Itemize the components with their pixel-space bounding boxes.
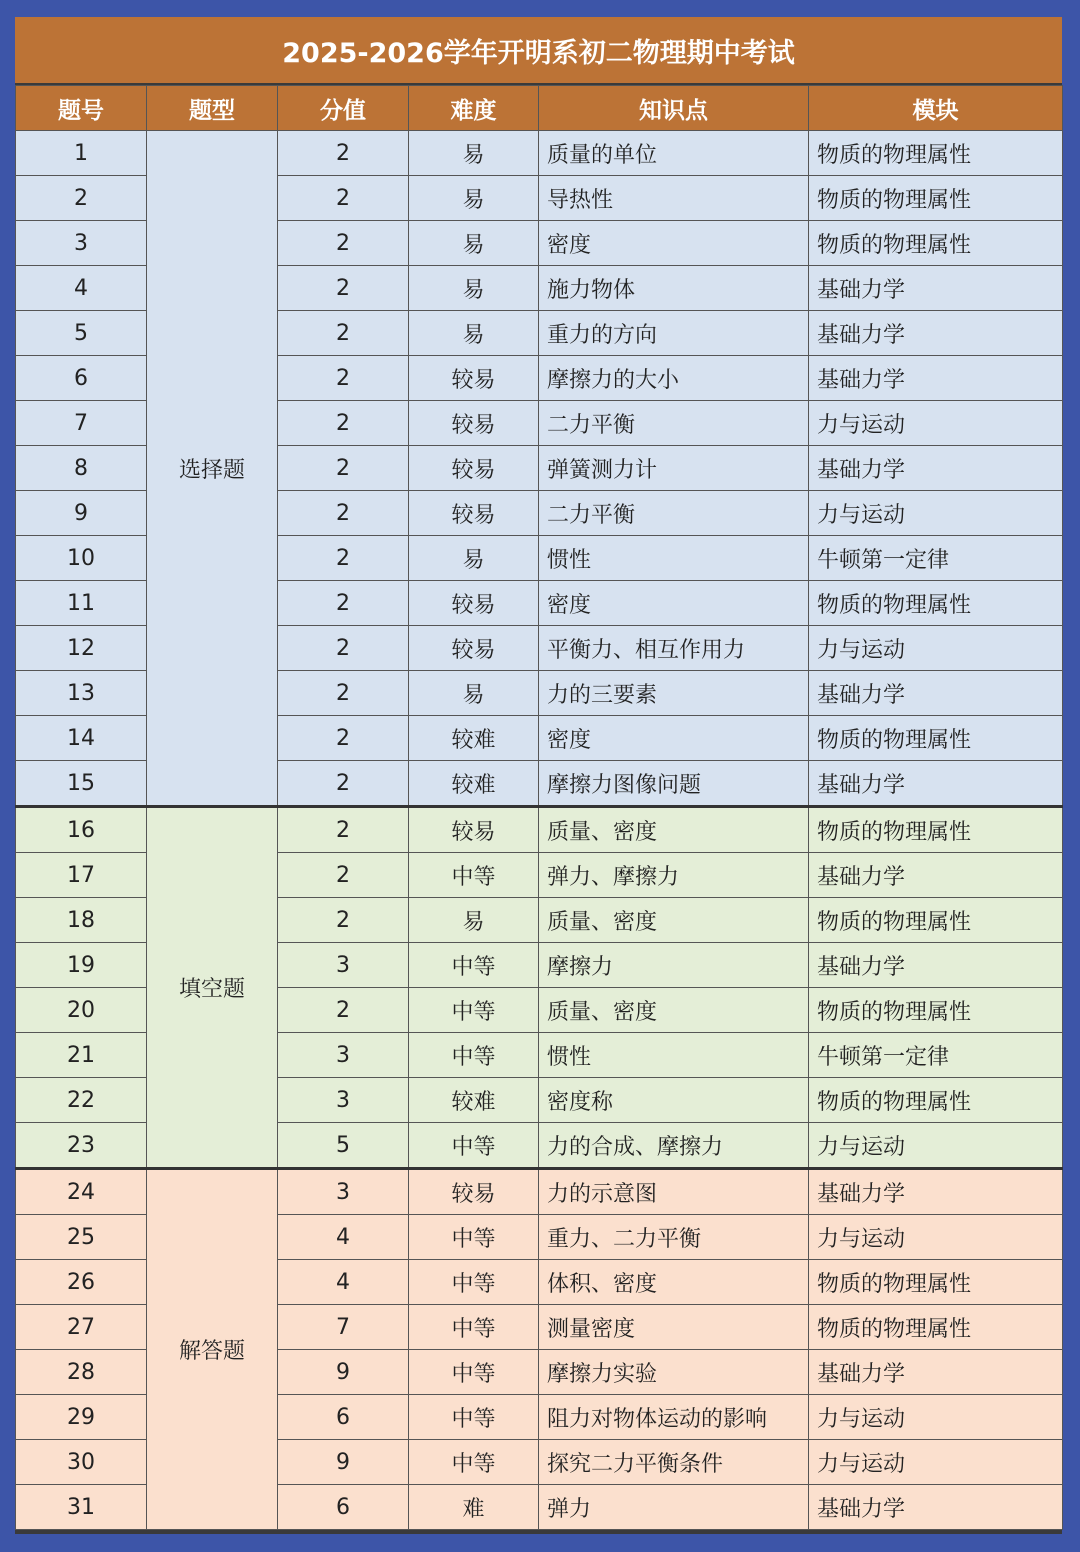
module-cell: 基础力学 xyxy=(809,1169,1063,1215)
question-number-cell: 5 xyxy=(16,311,147,356)
knowledge-point-cell: 质量、密度 xyxy=(539,898,809,943)
score-cell: 7 xyxy=(278,1305,409,1350)
module-cell: 物质的物理属性 xyxy=(809,807,1063,853)
knowledge-point-cell: 探究二力平衡条件 xyxy=(539,1440,809,1485)
difficulty-cell: 中等 xyxy=(409,1215,539,1260)
module-cell: 力与运动 xyxy=(809,491,1063,536)
module-cell: 物质的物理属性 xyxy=(809,581,1063,626)
question-number-cell: 11 xyxy=(16,581,147,626)
knowledge-point-cell: 质量、密度 xyxy=(539,988,809,1033)
score-cell: 2 xyxy=(278,807,409,853)
knowledge-point-cell: 重力、二力平衡 xyxy=(539,1215,809,1260)
knowledge-point-cell: 测量密度 xyxy=(539,1305,809,1350)
question-number-cell: 22 xyxy=(16,1078,147,1123)
module-cell: 基础力学 xyxy=(809,943,1063,988)
difficulty-cell: 易 xyxy=(409,221,539,266)
question-type-cell: 填空题 xyxy=(147,807,278,1169)
table-row xyxy=(16,1169,1063,1215)
score-cell: 3 xyxy=(278,1033,409,1078)
difficulty-cell: 中等 xyxy=(409,1260,539,1305)
score-cell: 2 xyxy=(278,581,409,626)
module-cell: 物质的物理属性 xyxy=(809,716,1063,761)
difficulty-cell: 较易 xyxy=(409,491,539,536)
header-question-type: 题型 xyxy=(147,86,278,131)
module-cell: 物质的物理属性 xyxy=(809,221,1063,266)
knowledge-point-cell: 阻力对物体运动的影响 xyxy=(539,1395,809,1440)
table-body xyxy=(16,131,1063,1530)
table-row xyxy=(16,131,1063,176)
difficulty-cell: 较难 xyxy=(409,761,539,807)
exam-table xyxy=(15,85,1063,1530)
knowledge-point-cell: 平衡力、相互作用力 xyxy=(539,626,809,671)
knowledge-point-cell: 弹力 xyxy=(539,1485,809,1530)
table-title: 2025-2026学年开明系初二物理期中考试 xyxy=(15,17,1062,85)
difficulty-cell: 中等 xyxy=(409,1033,539,1078)
module-cell: 物质的物理属性 xyxy=(809,1078,1063,1123)
difficulty-cell: 易 xyxy=(409,671,539,716)
question-number-cell: 24 xyxy=(16,1169,147,1215)
knowledge-point-cell: 惯性 xyxy=(539,536,809,581)
module-cell: 物质的物理属性 xyxy=(809,898,1063,943)
question-number-cell: 16 xyxy=(16,807,147,853)
module-cell: 物质的物理属性 xyxy=(809,988,1063,1033)
difficulty-cell: 中等 xyxy=(409,988,539,1033)
knowledge-point-cell: 惯性 xyxy=(539,1033,809,1078)
question-type-cell: 选择题 xyxy=(147,131,278,807)
score-cell: 2 xyxy=(278,491,409,536)
score-cell: 6 xyxy=(278,1485,409,1530)
knowledge-point-cell: 质量的单位 xyxy=(539,131,809,176)
difficulty-cell: 中等 xyxy=(409,1395,539,1440)
score-cell: 3 xyxy=(278,1169,409,1215)
knowledge-point-cell: 密度 xyxy=(539,716,809,761)
module-cell: 基础力学 xyxy=(809,356,1063,401)
knowledge-point-cell: 摩擦力 xyxy=(539,943,809,988)
question-number-cell: 13 xyxy=(16,671,147,716)
module-cell: 物质的物理属性 xyxy=(809,1305,1063,1350)
difficulty-cell: 易 xyxy=(409,266,539,311)
score-cell: 2 xyxy=(278,266,409,311)
difficulty-cell: 较易 xyxy=(409,1169,539,1215)
score-cell: 2 xyxy=(278,131,409,176)
module-cell: 基础力学 xyxy=(809,761,1063,807)
difficulty-cell: 中等 xyxy=(409,1350,539,1395)
question-number-cell: 8 xyxy=(16,446,147,491)
score-cell: 2 xyxy=(278,853,409,898)
knowledge-point-cell: 力的示意图 xyxy=(539,1169,809,1215)
question-number-cell: 10 xyxy=(16,536,147,581)
module-cell: 基础力学 xyxy=(809,266,1063,311)
score-cell: 2 xyxy=(278,221,409,266)
knowledge-point-cell: 力的三要素 xyxy=(539,671,809,716)
question-number-cell: 6 xyxy=(16,356,147,401)
difficulty-cell: 中等 xyxy=(409,1123,539,1169)
question-number-cell: 20 xyxy=(16,988,147,1033)
difficulty-cell: 易 xyxy=(409,131,539,176)
difficulty-cell: 易 xyxy=(409,176,539,221)
module-cell: 基础力学 xyxy=(809,311,1063,356)
question-number-cell: 23 xyxy=(16,1123,147,1169)
difficulty-cell: 较难 xyxy=(409,716,539,761)
score-cell: 2 xyxy=(278,311,409,356)
difficulty-cell: 中等 xyxy=(409,1305,539,1350)
module-cell: 力与运动 xyxy=(809,401,1063,446)
question-number-cell: 17 xyxy=(16,853,147,898)
score-cell: 9 xyxy=(278,1440,409,1485)
score-cell: 2 xyxy=(278,626,409,671)
score-cell: 2 xyxy=(278,716,409,761)
score-cell: 2 xyxy=(278,536,409,581)
knowledge-point-cell: 二力平衡 xyxy=(539,491,809,536)
question-number-cell: 15 xyxy=(16,761,147,807)
question-number-cell: 27 xyxy=(16,1305,147,1350)
difficulty-cell: 易 xyxy=(409,898,539,943)
module-cell: 基础力学 xyxy=(809,853,1063,898)
module-cell: 基础力学 xyxy=(809,1485,1063,1530)
score-cell: 2 xyxy=(278,761,409,807)
knowledge-point-cell: 摩擦力的大小 xyxy=(539,356,809,401)
question-number-cell: 14 xyxy=(16,716,147,761)
difficulty-cell: 较易 xyxy=(409,626,539,671)
question-type-cell: 解答题 xyxy=(147,1169,278,1530)
difficulty-cell: 较易 xyxy=(409,401,539,446)
question-number-cell: 9 xyxy=(16,491,147,536)
score-cell: 5 xyxy=(278,1123,409,1169)
module-cell: 力与运动 xyxy=(809,626,1063,671)
module-cell: 力与运动 xyxy=(809,1215,1063,1260)
header-difficulty: 难度 xyxy=(409,86,539,131)
header-row xyxy=(16,86,1063,131)
score-cell: 2 xyxy=(278,446,409,491)
knowledge-point-cell: 密度称 xyxy=(539,1078,809,1123)
question-number-cell: 7 xyxy=(16,401,147,446)
header-question-no: 题号 xyxy=(16,86,147,131)
difficulty-cell: 较易 xyxy=(409,807,539,853)
difficulty-cell: 中等 xyxy=(409,943,539,988)
difficulty-cell: 较易 xyxy=(409,581,539,626)
score-cell: 2 xyxy=(278,401,409,446)
question-number-cell: 26 xyxy=(16,1260,147,1305)
module-cell: 牛顿第一定律 xyxy=(809,1033,1063,1078)
question-number-cell: 2 xyxy=(16,176,147,221)
module-cell: 力与运动 xyxy=(809,1395,1063,1440)
knowledge-point-cell: 密度 xyxy=(539,221,809,266)
question-number-cell: 28 xyxy=(16,1350,147,1395)
knowledge-point-cell: 密度 xyxy=(539,581,809,626)
module-cell: 物质的物理属性 xyxy=(809,176,1063,221)
score-cell: 9 xyxy=(278,1350,409,1395)
knowledge-point-cell: 导热性 xyxy=(539,176,809,221)
module-cell: 基础力学 xyxy=(809,671,1063,716)
exam-sheet xyxy=(15,17,1062,1534)
difficulty-cell: 中等 xyxy=(409,853,539,898)
question-number-cell: 19 xyxy=(16,943,147,988)
question-number-cell: 4 xyxy=(16,266,147,311)
header-score: 分值 xyxy=(278,86,409,131)
difficulty-cell: 难 xyxy=(409,1485,539,1530)
difficulty-cell: 中等 xyxy=(409,1440,539,1485)
difficulty-cell: 易 xyxy=(409,311,539,356)
score-cell: 2 xyxy=(278,356,409,401)
module-cell: 力与运动 xyxy=(809,1440,1063,1485)
question-number-cell: 18 xyxy=(16,898,147,943)
question-number-cell: 25 xyxy=(16,1215,147,1260)
question-number-cell: 21 xyxy=(16,1033,147,1078)
header-knowledge-point: 知识点 xyxy=(539,86,809,131)
question-number-cell: 29 xyxy=(16,1395,147,1440)
difficulty-cell: 易 xyxy=(409,536,539,581)
score-cell: 2 xyxy=(278,898,409,943)
table-row xyxy=(16,807,1063,853)
knowledge-point-cell: 弹簧测力计 xyxy=(539,446,809,491)
score-cell: 2 xyxy=(278,176,409,221)
difficulty-cell: 较难 xyxy=(409,1078,539,1123)
score-cell: 3 xyxy=(278,1078,409,1123)
question-number-cell: 31 xyxy=(16,1485,147,1530)
header-module: 模块 xyxy=(809,86,1063,131)
knowledge-point-cell: 弹力、摩擦力 xyxy=(539,853,809,898)
score-cell: 2 xyxy=(278,671,409,716)
knowledge-point-cell: 质量、密度 xyxy=(539,807,809,853)
module-cell: 物质的物理属性 xyxy=(809,131,1063,176)
knowledge-point-cell: 施力物体 xyxy=(539,266,809,311)
question-number-cell: 30 xyxy=(16,1440,147,1485)
question-number-cell: 3 xyxy=(16,221,147,266)
question-number-cell: 12 xyxy=(16,626,147,671)
score-cell: 3 xyxy=(278,943,409,988)
score-cell: 4 xyxy=(278,1215,409,1260)
module-cell: 基础力学 xyxy=(809,446,1063,491)
score-cell: 2 xyxy=(278,988,409,1033)
knowledge-point-cell: 摩擦力实验 xyxy=(539,1350,809,1395)
knowledge-point-cell: 摩擦力图像问题 xyxy=(539,761,809,807)
knowledge-point-cell: 体积、密度 xyxy=(539,1260,809,1305)
knowledge-point-cell: 力的合成、摩擦力 xyxy=(539,1123,809,1169)
difficulty-cell: 较易 xyxy=(409,356,539,401)
score-cell: 6 xyxy=(278,1395,409,1440)
module-cell: 物质的物理属性 xyxy=(809,1260,1063,1305)
score-cell: 4 xyxy=(278,1260,409,1305)
module-cell: 牛顿第一定律 xyxy=(809,536,1063,581)
module-cell: 基础力学 xyxy=(809,1350,1063,1395)
knowledge-point-cell: 二力平衡 xyxy=(539,401,809,446)
knowledge-point-cell: 重力的方向 xyxy=(539,311,809,356)
module-cell: 力与运动 xyxy=(809,1123,1063,1169)
difficulty-cell: 较易 xyxy=(409,446,539,491)
question-number-cell: 1 xyxy=(16,131,147,176)
